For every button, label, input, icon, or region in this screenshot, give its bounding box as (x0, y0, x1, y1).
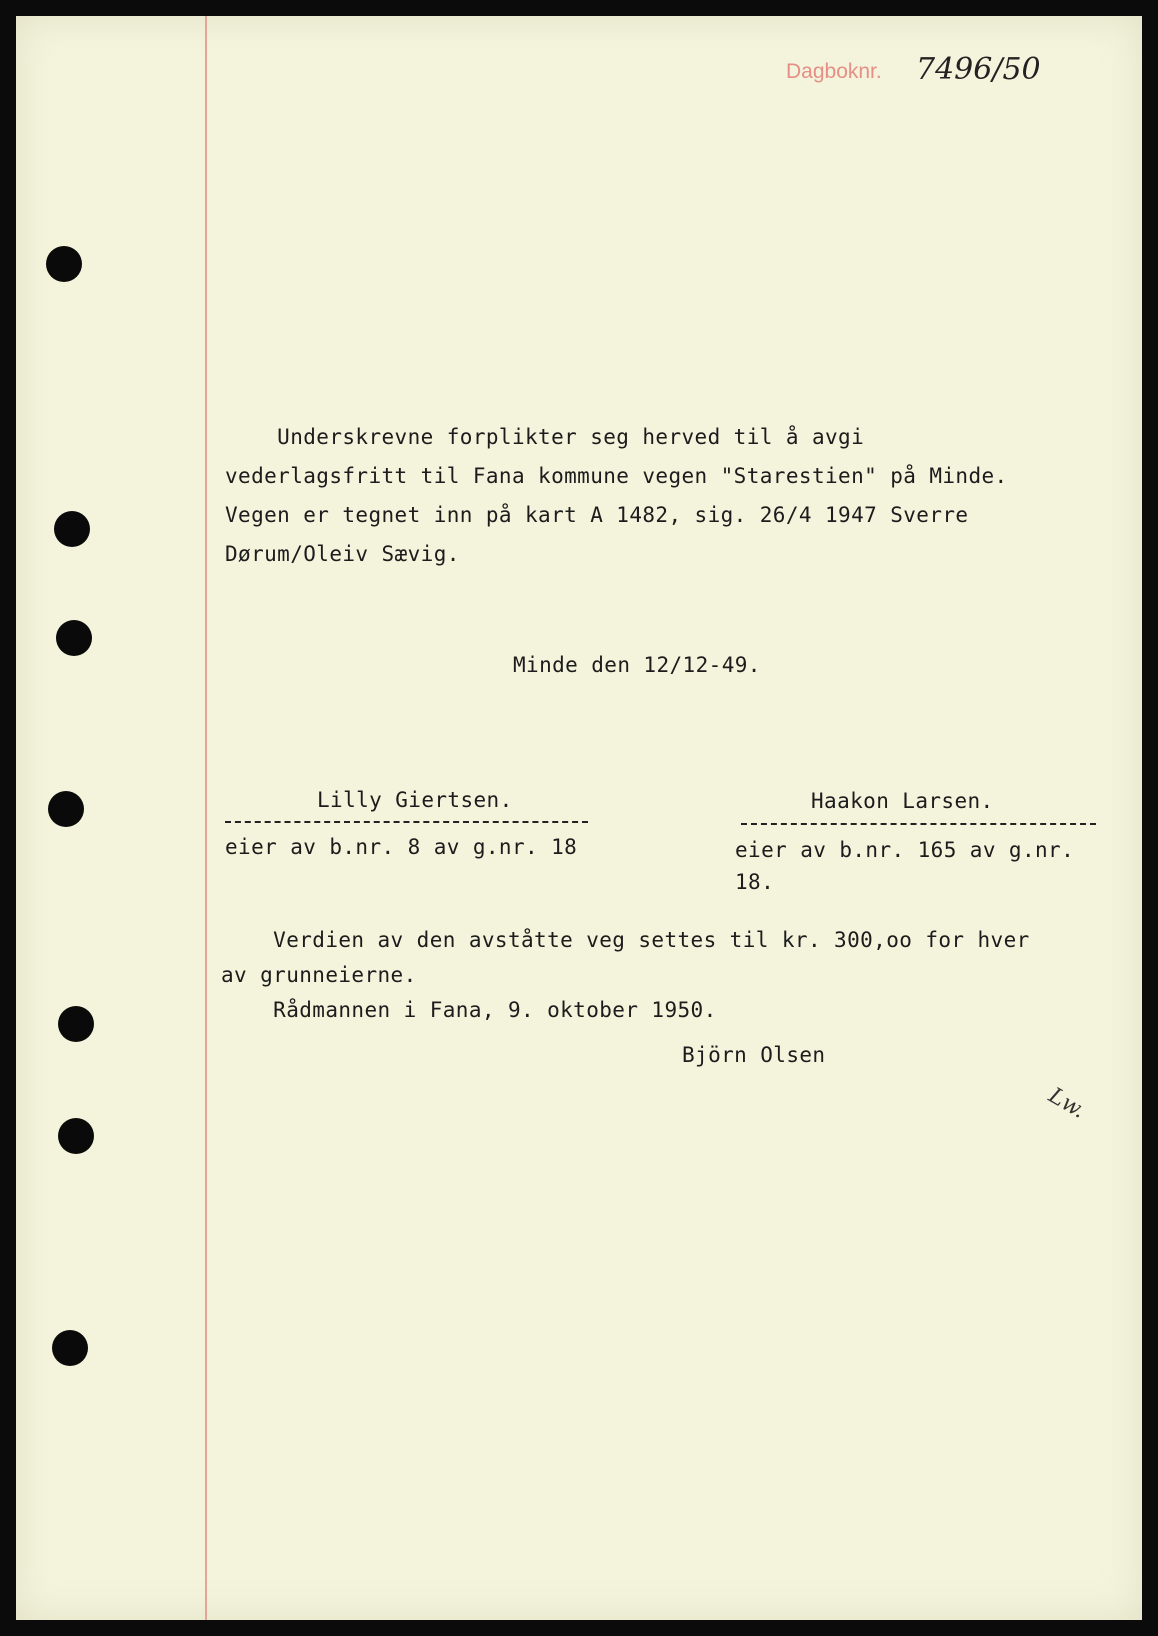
paragraph-line: Vegen er tegnet inn på kart A 1482, sig. 26/4 1947 Sverre (225, 503, 969, 527)
valuation-line: av grunneierne. (221, 963, 417, 987)
signature-left-desc: eier av b.nr. 8 av g.nr. 18 (225, 835, 578, 859)
paragraph-line: Underskrevne forplikter seg herved til å avgi (225, 425, 865, 449)
punch-hole (54, 511, 90, 547)
initials: Lw. (1044, 1083, 1090, 1124)
signer-name: Björn Olsen (682, 1043, 826, 1067)
valuation-line: Verdien av den avståtte veg settes til kr. 300,oo for hver (221, 928, 1030, 952)
signature-right-desc: 18. (735, 870, 775, 894)
document-page (16, 16, 1142, 1620)
punch-hole (52, 1330, 88, 1366)
dagbok-number: 7496/50 (916, 52, 1041, 87)
paragraph-line: Dørum/Oleiv Sævig. (225, 542, 460, 566)
signature-left-name: Lilly Giertsen. (317, 788, 513, 812)
punch-hole (58, 1006, 94, 1042)
signature-right-line (741, 823, 1096, 825)
signature-right-name: Haakon Larsen. (811, 789, 994, 813)
valuation-line: Rådmannen i Fana, 9. oktober 1950. (221, 998, 717, 1022)
place-date: Minde den 12/12-49. (513, 653, 761, 677)
margin-line (205, 16, 207, 1620)
dagbok-label: Dagboknr. (786, 60, 882, 83)
punch-hole (46, 246, 82, 282)
punch-hole (48, 791, 84, 827)
paragraph-line: vederlagsfritt til Fana kommune vegen "Starestien" på Minde. (225, 464, 1008, 488)
punch-hole (56, 620, 92, 656)
signature-left-line (225, 821, 588, 823)
punch-hole (58, 1118, 94, 1154)
signature-right-desc: eier av b.nr. 165 av g.nr. (735, 838, 1075, 862)
